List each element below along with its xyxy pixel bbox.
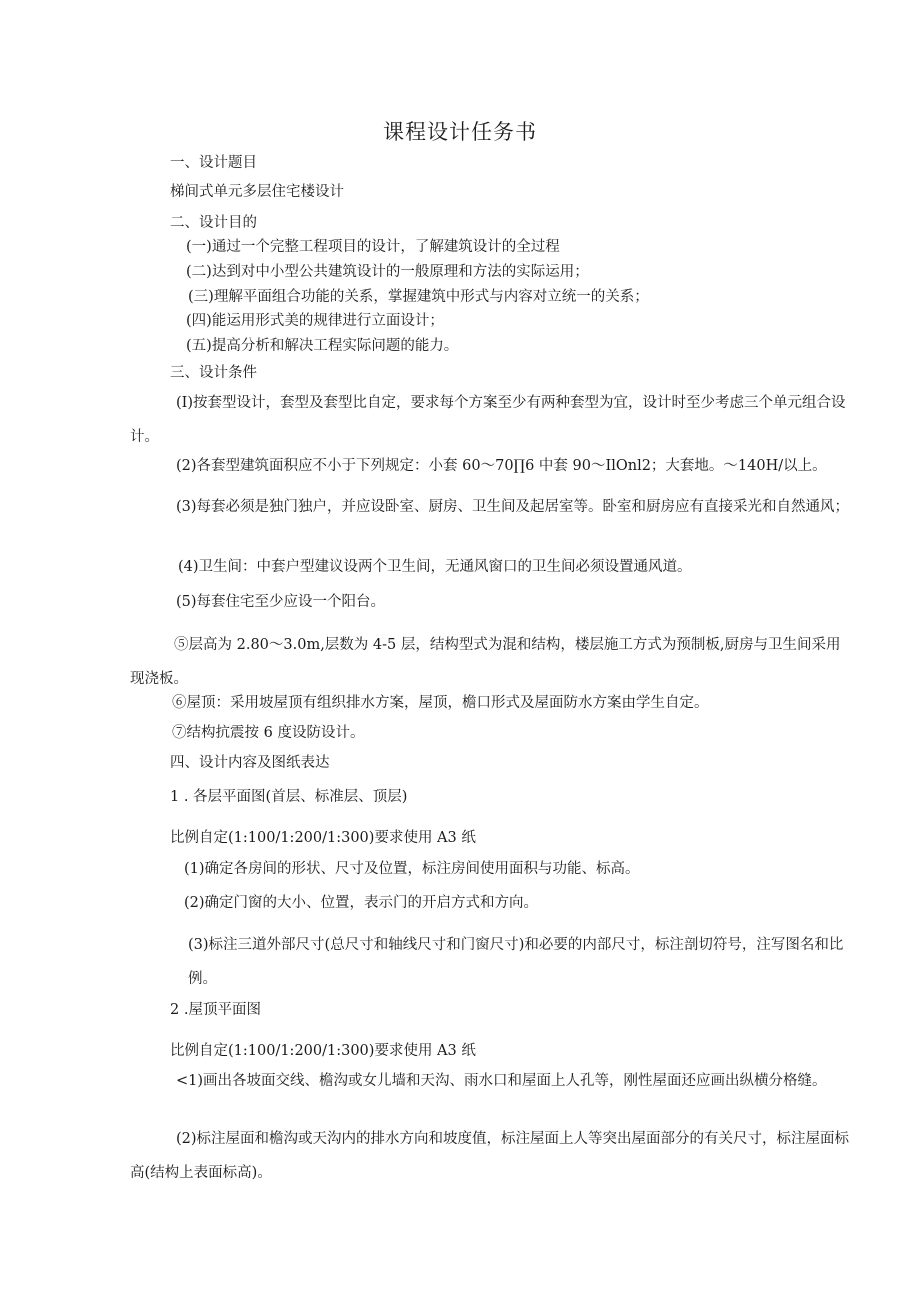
design-purpose-item: (五)提高分析和解决工程实际问题的能力。 [186,338,459,354]
design-purpose-item: (四)能运用形式美的规律进行立面设计； [186,313,444,329]
roof-plan-item: <1)画出各坡面交线、檐沟或女儿墙和天沟、雨水口和屋面上人孔等，刚性屋面还应画出纵横分格缝。 [176,1073,827,1089]
design-condition-item: ⑦结构抗震按 6 度设防设计。 [172,725,365,741]
section-2-heading: 二、设计目的 [170,215,257,231]
design-condition-item: (5)每套住宅至少应设一个阳台。 [176,594,386,610]
design-condition-item: ⑥屋顶：采用坡屋顶有组织排水方案，屋顶，檐口形式及屋面防水方案由学生自定。 [172,695,709,711]
design-condition-item: (3)每套必须是独门独户，并应设卧室、厨房、卫生间及起居室等。卧室和厨房应有直接采光和自然通风； [176,499,850,515]
roof-plan-scale: 比例自定(1:100/1:200/1:300)要求使用 A3 纸 [170,1043,476,1059]
floor-plan-heading: 1 . 各层平面图(首层、标准层、顶层) [170,789,408,805]
section-1-heading: 一、设计题目 [170,155,257,171]
section-3-heading: 三、设计条件 [170,365,257,381]
design-purpose-item: (一)通过一个完整工程项目的设计，了解建筑设计的全过程 [186,239,560,255]
design-purpose-item: (二)达到对中小型公共建筑设计的一般原理和方法的实际运用； [186,264,589,280]
floor-plan-scale: 比例自定(1:100/1:200/1:300)要求使用 A3 纸 [170,830,476,846]
floor-plan-item: (1)确定各房间的形状、尺寸及位置，标注房间使用面积与功能、标高。 [184,861,640,877]
document-title: 课程设计任务书 [383,120,537,144]
design-condition-item: (4)卫生间：中套户型建议设两个卫生间，无通风窗口的卫生间必须设置通风道。 [178,559,692,575]
floor-plan-item: (3)标注三道外部尺寸(总尺寸和轴线尺寸和门窗尺寸)和必要的内部尺寸，标注剖切符号，注写图名和比例。 [188,937,844,987]
floor-plan-item: (2)确定门窗的大小、位置，表示门的开启方式和方向。 [184,895,539,911]
section-4-heading: 四、设计内容及图纸表达 [170,755,330,771]
design-topic: 梯间式单元多层住宅楼设计 [170,184,344,200]
roof-plan-item: (2)标注屋面和檐沟或天沟内的排水方向和坡度值，标注屋面上人等突出屋面部分的有关尺寸，标注屋面标高(结构上表面标高)。 [130,1131,850,1181]
design-condition-item: (I)按套型设计，套型及套型比自定，要求每个方案至少有两种套型为宜，设计时至少考虑三个单元组合设计。 [130,395,846,445]
roof-plan-heading: 2 .屋顶平面图 [170,1002,261,1018]
design-purpose-item: (三)理解平面组合功能的关系，掌握建筑中形式与内容对立统一的关系； [188,289,649,305]
design-condition-item: ⑤层高为 2.80～3.0m,层数为 4-5 层，结构型式为混和结构，楼层施工方式为预制板,厨房与卫生间采用现浇板。 [130,637,841,687]
design-condition-item: (2)各套型建筑面积应不小于下列规定：小套 60～70∏6 中套 90～IlOnl2；大套地。～140H/以上。 [176,458,827,474]
